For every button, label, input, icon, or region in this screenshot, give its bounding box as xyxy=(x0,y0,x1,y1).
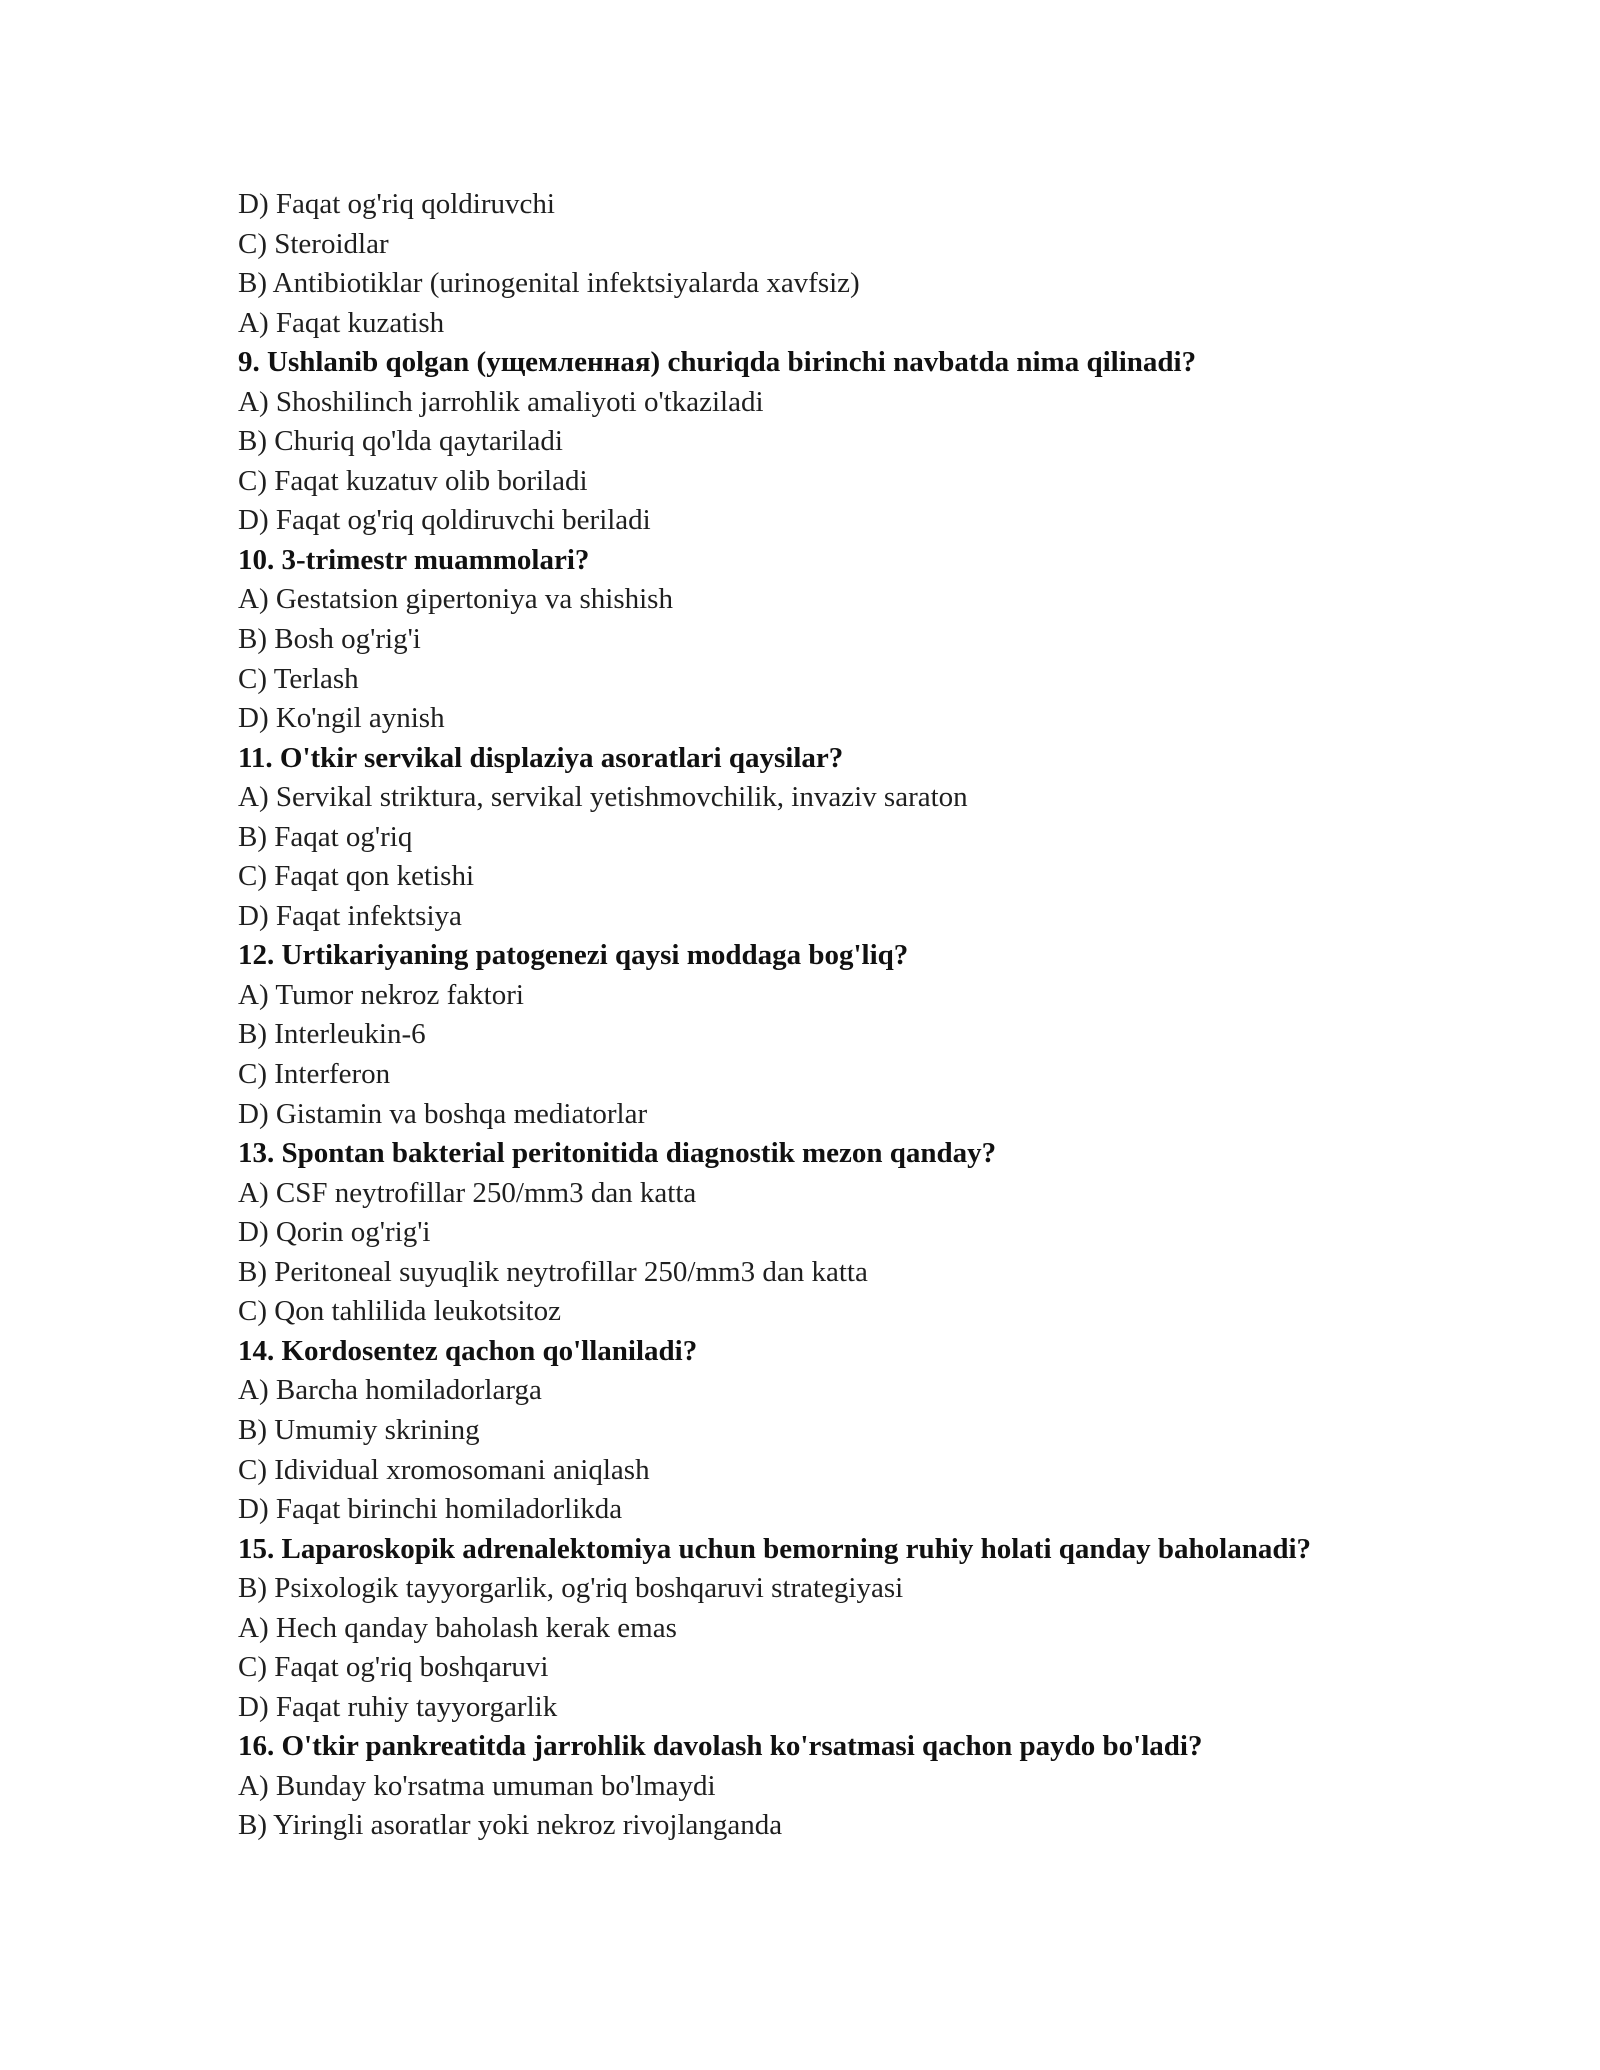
answer-option: B) Faqat og'riq xyxy=(238,820,413,853)
question-heading: 16. O'tkir pankreatitda jarrohlik davolash ko'rsatmasi qachon paydo bo'ladi? xyxy=(238,1730,1203,1763)
answer-option: B) Bosh og'rig'i xyxy=(238,623,421,656)
answer-option: A) Faqat kuzatish xyxy=(238,306,445,339)
answer-option: A) Shoshilinch jarrohlik amaliyoti o'tkaziladi xyxy=(238,385,764,418)
answer-option: C) Terlash xyxy=(238,662,359,695)
answer-option: D) Ko'ngil aynish xyxy=(238,702,445,735)
question-heading: 13. Spontan bakterial peritonitida diagnostik mezon qanday? xyxy=(238,1137,997,1170)
answer-option: D) Faqat birinchi homiladorlikda xyxy=(238,1493,623,1526)
answer-option: A) Hech qanday baholash kerak emas xyxy=(238,1611,677,1644)
answer-option: D) Faqat infektsiya xyxy=(238,899,462,932)
answer-option: B) Yiringli asoratlar yoki nekroz rivojlanganda xyxy=(238,1809,783,1842)
answer-option: A) Gestatsion gipertoniya va shishish xyxy=(238,583,673,616)
answer-option: C) Idividual xromosomani aniqlash xyxy=(238,1453,650,1486)
answer-option: B) Churiq qo'lda qaytariladi xyxy=(238,425,563,458)
question-heading: 14. Kordosentez qachon qo'llaniladi? xyxy=(238,1334,698,1367)
answer-option: B) Psixologik tayyorgarlik, og'riq boshqaruvi strategiyasi xyxy=(238,1572,904,1605)
question-heading: 11. O'tkir servikal displaziya asoratlari qaysilar? xyxy=(238,741,844,774)
answer-option: D) Qorin og'rig'i xyxy=(238,1216,431,1249)
answer-option: B) Peritoneal suyuqlik neytrofillar 250/mm3 dan katta xyxy=(238,1255,868,1288)
question-heading: 15. Laparoskopik adrenalektomiya uchun bemorning ruhiy holati qanday baholanadi? xyxy=(238,1532,1312,1565)
document-body xyxy=(238,185,1538,1846)
answer-option: A) Bunday ko'rsatma umuman bo'lmaydi xyxy=(238,1769,716,1802)
answer-option: C) Faqat og'riq boshqaruvi xyxy=(238,1651,549,1684)
answer-option: B) Antibiotiklar (urinogenital infektsiyalarda xavfsiz) xyxy=(238,267,860,300)
answer-option: A) Servikal striktura, servikal yetishmovchilik, invaziv saraton xyxy=(238,781,968,814)
question-heading: 10. 3-trimestr muammolari? xyxy=(238,543,590,576)
answer-option: C) Qon tahlilida leukotsitoz xyxy=(238,1295,561,1328)
answer-option: C) Steroidlar xyxy=(238,227,389,260)
answer-option: D) Faqat og'riq qoldiruvchi xyxy=(238,188,555,220)
question-heading: 9. Ushlanib qolgan (ущемленная) churiqda birinchi navbatda nima qilinadi? xyxy=(238,346,1197,379)
answer-option: C) Faqat kuzatuv olib boriladi xyxy=(238,464,588,497)
answer-option: B) Interleukin-6 xyxy=(238,1018,426,1051)
question-heading: 12. Urtikariyaning patogenezi qaysi moddaga bog'liq? xyxy=(238,939,909,972)
answer-option: B) Umumiy skrining xyxy=(238,1413,480,1446)
answer-option: A) Tumor nekroz faktori xyxy=(238,978,524,1011)
answer-option: D) Faqat ruhiy tayyorgarlik xyxy=(238,1690,558,1723)
answer-option: C) Interferon xyxy=(238,1058,391,1091)
answer-option: A) Barcha homiladorlarga xyxy=(238,1374,542,1407)
answer-option: D) Gistamin va boshqa mediatorlar xyxy=(238,1097,648,1130)
answer-option: A) CSF neytrofillar 250/mm3 dan katta xyxy=(238,1176,697,1209)
answer-option: D) Faqat og'riq qoldiruvchi beriladi xyxy=(238,504,651,537)
answer-option: C) Faqat qon ketishi xyxy=(238,860,475,893)
